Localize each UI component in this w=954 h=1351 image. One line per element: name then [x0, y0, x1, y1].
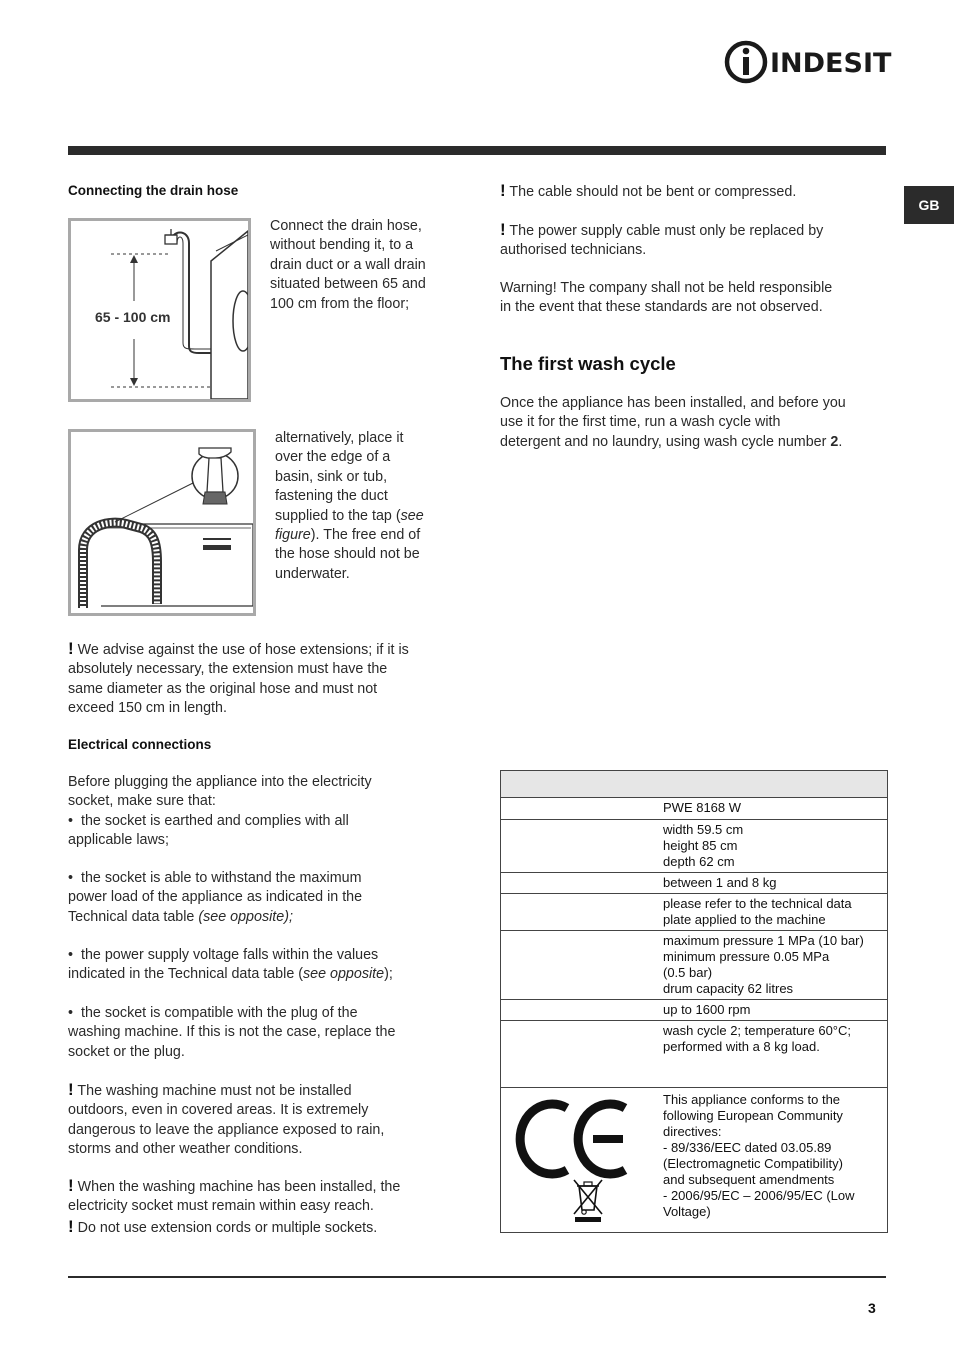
electrical-intro [68, 773, 468, 851]
text-line: socket or the plug. [68, 1043, 185, 1060]
text-line [68, 1004, 468, 1023]
cell-line: (0.5 bar) [663, 965, 713, 980]
italic-span: see opposite [303, 966, 385, 983]
text-line: socket, make sure that: [68, 793, 216, 810]
text-line [68, 1176, 468, 1197]
text-span: The power supply cable must only be replaced by [509, 223, 824, 239]
text-line: without bending it, to a [270, 237, 414, 254]
cell-line: please refer to the technical data [663, 896, 852, 911]
first-wash-text [500, 394, 890, 452]
table-row [501, 1021, 888, 1088]
text-span: ); [384, 966, 393, 983]
text-line: alternatively, place it [275, 430, 404, 446]
table-row [501, 820, 888, 873]
ce-mark-cell [501, 1088, 653, 1233]
bullet-power-load [68, 869, 468, 927]
text-line: 100 cm from the floor; [270, 295, 410, 312]
italic-span: see [400, 507, 424, 524]
header-bar [68, 146, 886, 155]
text-line: storms and other weather conditions. [68, 1141, 303, 1158]
warning-mark-icon: ! [68, 1176, 74, 1195]
page-number: 3 [868, 1300, 876, 1316]
cell-line: height 85 cm [663, 838, 738, 853]
text-line [275, 507, 465, 526]
bullet-icon: • [68, 812, 74, 829]
reach-warning [68, 1176, 468, 1238]
cell-line: plate applied to the machine [663, 912, 826, 927]
text-line: power load of the appliance as indicated in the [68, 889, 363, 906]
text-line [68, 946, 468, 965]
text-line: outdoors, even in covered areas. It is extremely [68, 1102, 369, 1119]
text-line: use it for the first time, run a wash cycle with [500, 414, 781, 431]
cell-line: performed with a 8 kg load. [663, 1039, 820, 1054]
text-line: Once the appliance has been installed, and before you [500, 395, 846, 411]
table-row [501, 873, 888, 894]
cell-line: wash cycle 2; temperature 60°C; [663, 1023, 852, 1038]
cable-note [500, 181, 890, 202]
text-line: fastening the duct [275, 488, 388, 505]
cell-line: - 2006/95/EC – 2006/95/EC (Low [663, 1188, 855, 1203]
text-span: The washing machine must not be installed [77, 1083, 352, 1099]
drain-hose-heading: Connecting the drain hose [68, 183, 239, 198]
row-label-cell [501, 1000, 653, 1021]
text-span: Technical data table [68, 908, 199, 925]
table-header [501, 771, 887, 798]
text-line [68, 639, 468, 660]
row-label-cell [501, 1021, 653, 1088]
text-line: underwater. [275, 565, 350, 582]
warning-mark-icon: ! [500, 220, 506, 239]
text-span: indicated in the Technical data table ( [68, 966, 303, 983]
text-line [68, 1080, 468, 1101]
text-line: same diameter as the original hose and must not [68, 680, 378, 697]
drain-instructions-2 [275, 429, 465, 584]
text-span: ). The free end of [310, 527, 421, 544]
row-label-cell [501, 931, 653, 1000]
text-line: exceed 150 cm in length. [68, 700, 227, 717]
bullet-plug [68, 1004, 468, 1062]
text-span: the socket is compatible with the plug of the [80, 1005, 358, 1021]
text-span: the socket is earthed and complies with all [80, 812, 349, 829]
text-span: the power supply voltage falls within the values [80, 947, 379, 963]
warning-mark-icon: ! [68, 1216, 74, 1236]
table-row [501, 894, 888, 931]
cell-line: directives: [663, 1124, 722, 1139]
text-line [68, 812, 468, 831]
wash-cycle-number: 2 [830, 433, 839, 450]
language-tab: GB [904, 186, 954, 224]
text-line: Warning! The company shall not be held responsible [500, 280, 833, 296]
warning-mark-icon: ! [68, 639, 74, 658]
value-cell [653, 894, 889, 931]
tap-hose-figure [68, 429, 256, 616]
text-line: situated between 65 and [270, 276, 426, 293]
text-line [68, 965, 468, 984]
row-label-cell [501, 873, 653, 894]
warning-mark-icon: ! [68, 1080, 74, 1099]
cell-line: up to 1600 rpm [663, 1002, 751, 1017]
value-cell [653, 1088, 889, 1233]
cell-line: and subsequent amendments [663, 1172, 835, 1187]
cell-line: PWE 8168 W [663, 800, 742, 815]
cell-line: This appliance conforms to the [663, 1092, 841, 1107]
italic-span: (see opposite); [198, 908, 293, 925]
text-line: authorised technicians. [500, 242, 647, 259]
table-row [501, 798, 888, 820]
weee-bin-icon [571, 1178, 605, 1222]
cell-line: following European Community [663, 1108, 843, 1123]
text-line [68, 908, 468, 927]
row-label-cell [501, 894, 653, 931]
text-line: applicable laws; [68, 832, 169, 849]
text-span: supplied to the tap ( [275, 507, 401, 524]
height-range-label: 65 - 100 cm [95, 309, 171, 325]
text-line: detergent and no laundry, using wash cycle number 2. [500, 433, 843, 450]
warning-mark-icon: ! [500, 181, 506, 200]
text-span: When the washing machine has been installed, the [77, 1179, 401, 1195]
text-line [68, 1217, 468, 1238]
tap-hose-diagram [71, 432, 253, 613]
value-cell [653, 931, 889, 1000]
cable-replace-note [500, 220, 890, 261]
cell-line: depth 62 cm [663, 854, 735, 869]
cell-line: - 89/336/EEC dated 03.05.89 [663, 1140, 832, 1155]
text-line: dangerous to leave the appliance exposed to rain, [68, 1121, 385, 1138]
text-line: drain duct or a wall drain [270, 256, 426, 273]
footer-rule [68, 1276, 886, 1278]
text-line: Before plugging the appliance into the electricity [68, 774, 372, 790]
text-line [275, 526, 465, 545]
value-cell [653, 1000, 889, 1021]
cell-line: width 59.5 cm [663, 822, 744, 837]
indesit-i-icon [724, 38, 768, 86]
drain-height-figure [68, 218, 251, 402]
table-body [501, 798, 888, 1232]
bullet-icon: • [68, 947, 74, 963]
text-span: We advise against the use of hose extensions; if it is [77, 642, 409, 658]
text-line [68, 869, 468, 888]
brand-logo [724, 38, 892, 86]
row-label-cell [501, 820, 653, 873]
table-row [501, 931, 888, 1000]
text-line: electricity socket must remain within easy reach. [68, 1198, 374, 1215]
text-line: over the edge of a [275, 449, 391, 466]
cell-line: (Electromagnetic Compatibility) [663, 1156, 843, 1171]
text-line: in the event that these standards are not observed. [500, 299, 823, 316]
cell-line: drum capacity 62 litres [663, 981, 794, 996]
bullet-icon: • [68, 870, 74, 886]
cell-line: between 1 and 8 kg [663, 875, 777, 890]
drain-instructions-1 [270, 217, 460, 314]
brand-name: INDESIT [770, 48, 892, 79]
responsibility-warning [500, 279, 890, 318]
text-line: Connect the drain hose, [270, 218, 422, 234]
italic-span: figure [275, 527, 311, 544]
text-span: detergent and no laundry, using wash cycle number [500, 433, 831, 450]
hose-extension-note [68, 639, 468, 719]
first-wash-heading: The first wash cycle [500, 353, 676, 374]
cell-line: Voltage) [663, 1204, 711, 1219]
text-span: Do not use extension cords or multiple sockets. [77, 1219, 378, 1236]
technical-data-table [500, 770, 888, 1233]
cell-line: maximum pressure 1 MPa (10 bar) [663, 933, 864, 948]
text-line: basin, sink or tub, [275, 468, 388, 485]
outdoor-warning [68, 1080, 468, 1160]
text-line: washing machine. If this is not the case, replace the [68, 1024, 396, 1041]
text-span: the socket is able to withstand the maximum [80, 870, 362, 886]
bullet-icon: • [68, 1005, 74, 1021]
cell-line: minimum pressure 0.05 MPa [663, 949, 830, 964]
value-cell [653, 873, 889, 894]
table-row [501, 1000, 888, 1021]
row-label-cell [501, 798, 653, 820]
text-line: absolutely necessary, the extension must have the [68, 661, 388, 678]
text-line: the hose should not be [275, 546, 420, 563]
value-cell [653, 1021, 889, 1088]
value-cell [653, 798, 889, 820]
text-span: The cable should not be bent or compressed. [509, 184, 797, 200]
table-row [501, 1088, 888, 1233]
electrical-heading: Electrical connections [68, 737, 212, 752]
bullet-voltage [68, 946, 468, 985]
text-line [500, 220, 890, 241]
value-cell [653, 820, 889, 873]
